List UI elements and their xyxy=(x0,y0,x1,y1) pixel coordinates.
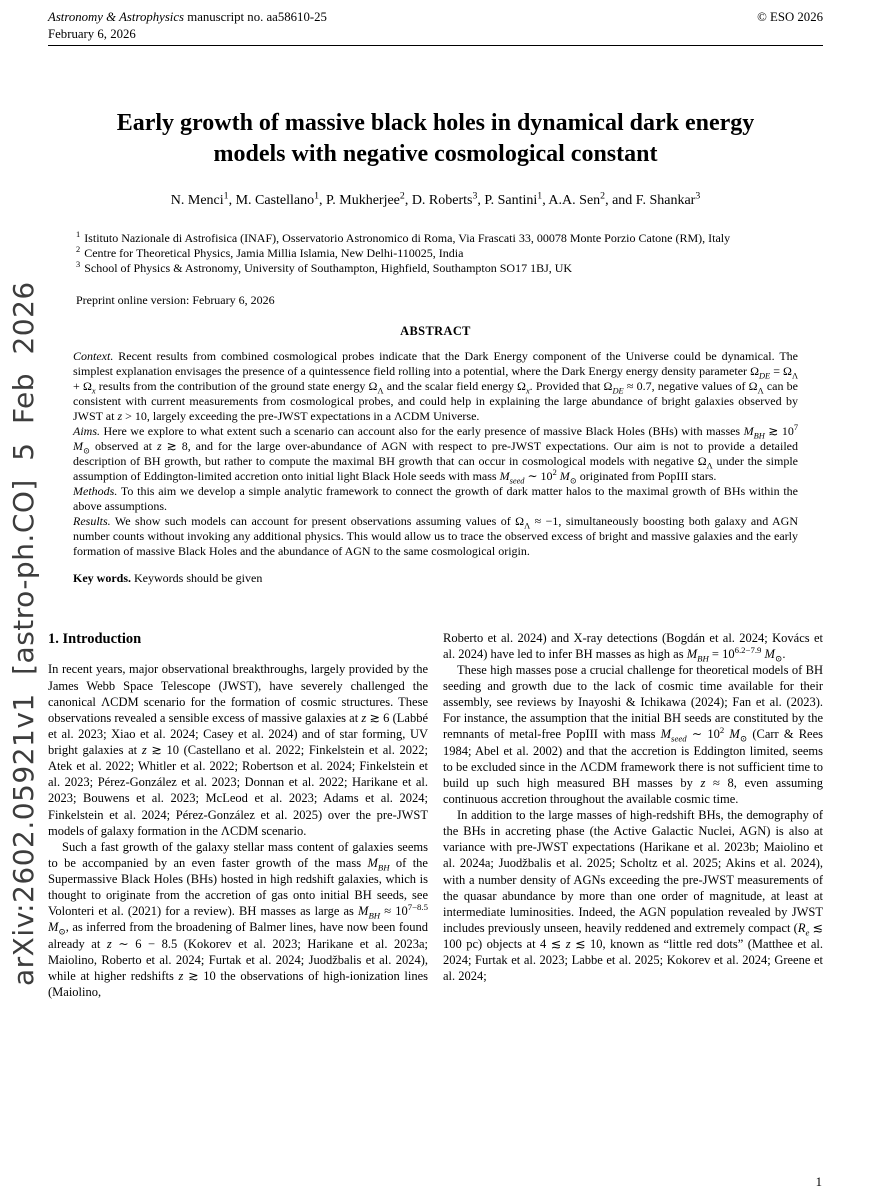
abstract-methods-label: Methods. xyxy=(73,483,118,498)
abstract-results-text: We show such models can account for present observations assuming values of $\Omega_\Lambda \approx -1$, simultaneously boosting both galaxy and AGN number counts without invoking any additional physics. This would allow us to trace the observed excess of bright and massive galaxies and the early formation of massive Black Holes and the abundance of AGN to the same cosmological origin. xyxy=(73,513,799,558)
affiliation-3 xyxy=(76,261,817,276)
abstract-results-label: Results. xyxy=(73,513,111,528)
manuscript-info xyxy=(48,9,327,42)
journal-line xyxy=(48,9,327,26)
right-column xyxy=(443,630,823,1108)
section-heading-introduction: 1. Introduction xyxy=(48,630,142,647)
intro-paragraph-3: Roberto et al. 2024) and X-ray detections (Bogdán et al. 2024; Kovács et al. 2024) have led to infer BH masses as high as $M_{BH} = 10^{6.2-7.9}$ $M_⊙$. xyxy=(443,630,823,664)
keywords-label: Key words. xyxy=(73,570,131,585)
abstract-context-label: Context. xyxy=(73,348,114,363)
intro-paragraph-4: These high masses pose a crucial challenge for theoretical models of BH seeding and growth due to the lack of cosmic time available for their assembly, see reviews by Inayoshi & Ichikawa (2024); Fan et al. (2023). For instance, the assumption that the initial BH seeds are constituted by the remnants of metal-free PopIII with mass $M_{seed}$ ∼ $10^2$ $M_⊙$ (Carr & Rees 1984; Abel et al. 2002) and that the accretion is Eddington limited, seems to be excluded since in the ΛCDM framework there is not sufficient time to build up such high measured BH masses by z ≈ 8, even assuming continuous accretion throughout the available cosmic time. xyxy=(443,662,823,806)
journal-name: Astronomy & Astrophysics xyxy=(48,10,185,24)
keywords-text: Keywords should be given xyxy=(134,570,263,585)
affiliation-text: Istituto Nazionale di Astrofisica (INAF), Osservatorio Astronomico di Roma, Via Frascati 33, 00078 Monte Porzio Catone (RM), Italy xyxy=(84,230,731,245)
manuscript-number: manuscript no. aa58610-25 xyxy=(187,10,327,24)
intro-paragraph-1: In recent years, major observational breakthroughs, largely provided by the James Webb Space Telescope (JWST), have severely challenged the canonical ΛCDM scenario for the formation of cosmic structures. These observations revealed a sensible excess of massive galaxies at z ≳ 6 (Labbé et al. 2023; Xiao et al. 2024; Casey et al. 2024) and of star forming, UV bright galaxies at z ≳ 10 (Castellano et al. 2022; Finkelstein et al. 2022; Atek et al. 2022; Whitler et al. 2022; Robertson et al. 2024; Finkelstein et al. 2023; Pérez-González et al. 2023; Donnan et al. 2022; Harikane et al. 2023; Bouwens et al. 2023; McLeod et al. 2023; Adams et al. 2024; Finkelstein et al. 2024; Pérez-González et al. 2025) over the pre-JWST models of galaxy formation in the ΛCDM scenario. xyxy=(48,662,428,838)
copyright-notice: © ESO 2026 xyxy=(757,10,823,24)
abstract-heading: ABSTRACT xyxy=(400,323,471,338)
intro-paragraph-2: Such a fast growth of the galaxy stellar mass content of galaxies seems to be accompanied by an even faster growth of the mass $M_{BH}$ of the Supermassive Black Holes (BHs) hosted in high redshift galaxies, which is thought to originate from the accretion of gas onto initial BH seeds, see Volonteri et al. (2021) for a review). BH masses as large as $M_{BH} \approx 10^{7-8.5}$ $M_⊙$, as inferred from the broadening of Balmer lines, have now been found already at z ∼ 6 − 8.5 (Kokorev et al. 2023; Harikane et al. 2023a; Maiolino, Roberto et al. 2024; Furtak et al. 2024; Juodžbalis et al. 2024), while at higher redshifts z ≳ 10 the observations of high-ionization lines (Maiolino, xyxy=(48,839,428,999)
page-header xyxy=(48,0,823,46)
abstract-methods xyxy=(73,484,798,514)
abstract-results xyxy=(73,514,798,559)
affiliation-2 xyxy=(76,246,817,261)
abstract-body xyxy=(73,349,798,559)
paper-title: Early growth of massive black holes in dynamical dark energy models with negative cosmological constant xyxy=(116,110,755,168)
abstract-aims xyxy=(73,424,798,484)
abstract-aims-text: Here we explore to what extent such a scenario can account also for the early presence of massive Black Holes (BHs) with masses $M_{BH}$ ≳ $10^7$ $M_⊙$ observed at z ≳ 8, and for the large over-abundance of AGN with respect to pre-JWST expectations. Our aim is not to provide a detailed description of BH growth, but rather to compute the maximal BH growth that can occur in cosmological models with negative $\Omega_\Lambda$ under the simple assumption of Eddington-limited accretion onto initial light Black Hole seeds with mass $M_{seed}$ ∼ $10^2$ $M_⊙$ originated from PopIII stars. xyxy=(73,422,799,486)
page-number: 1 xyxy=(815,1175,822,1189)
two-column-body xyxy=(48,630,823,1108)
affiliation-number: 1 xyxy=(76,229,81,239)
arxiv-watermark: arXiv:2602.05921v1 [astro-ph.CO] 5 Feb 2026 xyxy=(7,281,40,986)
abstract-methods-text: To this aim we develop a simple analytic framework to connect the growth of dark matter halos to the maximal growth of BHs within the above assumptions. xyxy=(73,483,798,513)
preprint-version-line: Preprint online version: February 6, 2026 xyxy=(76,292,275,307)
affiliation-number: 3 xyxy=(76,260,81,270)
affiliations xyxy=(48,231,823,277)
intro-paragraph-5: In addition to the large masses of high-redshift BHs, the demography of the BHs in accreting phase (the Active Galactic Nuclei, AGN) is also at variance with pre-JWST expectations (Harikane et al. 2023b; Maiolino et al. 2024a; Juodžbalis et al. 2025; Scholtz et al. 2025; Akins et al. 2024), with a number density of AGNs exceeding the pre-JWST measurements of the quasar abundance by more than one order of magnitude, at least at intermediate luminosities. Indeed, the AGN population revealed by JWST includes previously unseen, heavily reddened and extremely compact ($R_e$ ≲ 100 pc) objects at 4 ≲ z ≲ 10, known as “little red dots” (Matthee et al. 2024; Furtak et al. 2023; Labbe et al. 2025; Kokorev et al. 2024; Greene et al. 2024; xyxy=(443,808,823,984)
author-list: N. Menci$^1$, M. Castellano$^1$, P. Mukherjee$^2$, D. Roberts$^3$, P. Santini$^1$, A.A. Sen$^2$, and F. Shankar$^3$ xyxy=(170,189,701,208)
affiliation-number: 2 xyxy=(76,244,81,254)
abstract-context-text: Recent results from combined cosmological probes indicate that the Dark Energy component of the Universe could be dynamical. The simplest explanation envisages the presence of a quintessence field rolling into a potential, where the Dark Energy energy density parameter $\Omega_{DE} = \Omega_\Lambda + \Omega_x$ results from the contribution of the ground state energy $\Omega_\Lambda$ and the scalar field energy $\Omega_x$. Provided that $\Omega_{DE} \approx 0.7$, negative values of $\Omega_\Lambda$ can be consistent with current measurements from cosmological probes, and could help in explaining the large abundance of bright galaxies observed by JWST at z > 10, largely exceeding the pre-JWST expectations in a ΛCDM Universe. xyxy=(73,348,799,423)
left-column xyxy=(48,630,428,1108)
affiliation-1 xyxy=(76,231,817,246)
keywords-line xyxy=(73,571,798,586)
affiliation-text: Centre for Theoretical Physics, Jamia Millia Islamia, New Delhi-110025, India xyxy=(84,245,464,260)
abstract-context xyxy=(73,349,798,424)
header-date: February 6, 2026 xyxy=(48,26,136,41)
affiliation-text: School of Physics & Astronomy, University of Southampton, Highfield, Southampton SO17 1BJ, UK xyxy=(84,261,573,276)
abstract-aims-label: Aims. xyxy=(73,423,100,438)
